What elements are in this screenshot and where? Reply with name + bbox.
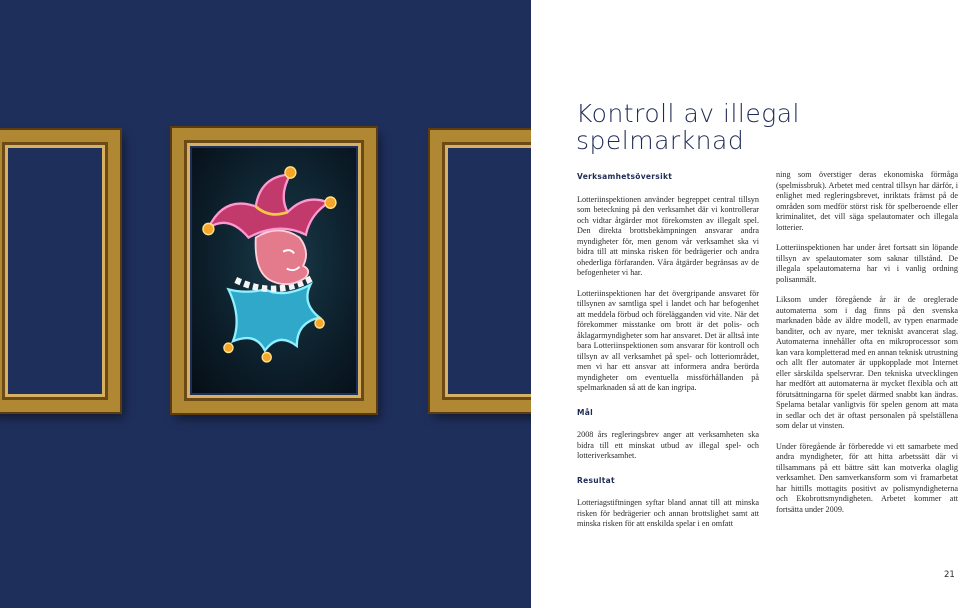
column-2-paragraph-2: Lotteriinspektionen har under året fortsatt sin löpande tillsyn av spelautomater som saknar tillstånd. De illegala spelautomaterna har vi i vanlig ordning polisanmält. xyxy=(776,243,958,284)
overview-paragraph-2: Lotteriinspektionen har det övergripande ansvaret för tillsynen av samtliga spel i landet och har befogenhet att meddela förbud och förelägganden vid vite. När det förekommer misstanke om brott är det polis- och åklagarmyndigheter som har ansvaret. Det är alltså inte bara Lotteriinspektionen som ansvarar för kontroll och tillsyn av all verksamhet på spel- och lotteriområdet, men vi har ett ansvar att informera andra berörda myndigheter om eventuella missförhållanden på spelmarknaden så att de kan ingripa. xyxy=(577,288,759,392)
jester-neon-icon xyxy=(192,148,356,393)
overview-paragraph-1: Lotteriinspektionen använder begreppet central tillsyn som beteckning på den verksamhet där vi kontrollerar och vidtar åtgärder mot förekomsten av illegalt spel. Den direkta brottsbekämpningen ansvarar andra myndigheter för, men genom vår verksamhet ska vi bidra till att minska risken för bedrägerier och andra ohederliga förfaranden. Våra åtgärder begränsas av de befogenheter vi har. xyxy=(577,194,759,277)
jester-neon-artwork xyxy=(192,148,356,393)
column-2-paragraph-4: Under föregående år förberedde vi ett samarbete med andra myndigheter, för att hitta arbetssätt där vi tillsammans på ett bättre sätt kan motverka olaglig verksamhet. Den samverkansform som vi framarbetat har hittills mottagits positivt av polismyndigheterna och Ekobrottsmyndigheten. Arbetet kommer att fortsätta under 2009. xyxy=(776,441,958,514)
goal-paragraph: 2008 års regleringsbrev anger att verksamheten ska bidra till ett minskat utbud av illegal spel- och lotteriverksamhet. xyxy=(577,430,759,460)
text-column-2 xyxy=(776,170,958,525)
picture-frame-jester xyxy=(172,128,376,413)
result-paragraph-continued: ning som överstiger deras ekonomiska förmåga (spelmissbruk). Arbetet med central tillsyn har därför, i enlighet med regleringsbrevet, inriktats främst på de områden som medför störst risk för spelberoende eller kriminalitet, det vill säga spelautomater och illegala lotterier. xyxy=(776,170,958,232)
text-column-1 xyxy=(577,172,759,550)
page-title xyxy=(576,100,936,154)
result-heading: Resultat xyxy=(577,475,615,485)
empty-picture-frame-right xyxy=(430,130,531,412)
result-paragraph: Lotteriagstiftningen syftar bland annat till att minska risken för bedrägerier och annan brottslighet samt att minska risken för att enskilda spelar i en omfatt xyxy=(577,498,759,528)
goal-heading: Mål xyxy=(577,407,593,417)
page-title-line-1: Kontroll av illegal xyxy=(576,99,801,128)
page-title-line-2: spelmarknad xyxy=(576,126,745,155)
page-number: 21 xyxy=(944,570,955,580)
overview-heading: Verksamhetsöversikt xyxy=(577,172,673,181)
empty-picture-frame-left xyxy=(0,130,120,412)
column-2-paragraph-3: Liksom under föregående år är de oreglerade automaterna som i dag finns på den svenska marknaden både av äldre modell, av typen enarmade banditer, och av nyare, mer tekniskt avancerat slag. Automaterna innehåller ofta en mikroprocessor som kan vara kompletterad med en annan teknisk utrustning och allt fler automater är uppkopplade mot Internet eller särskilda spelservrar. Den tekniska utvecklingen har medfört att automaterna är mycket flexibla och att förutsättningarna för spelet därmed snabbt kan ändras. Spelarna betalar vanligtvis för spelen genom att mata in sedlar och det är oftast personalen på spelställena som delar ut vinsten. xyxy=(776,295,958,430)
